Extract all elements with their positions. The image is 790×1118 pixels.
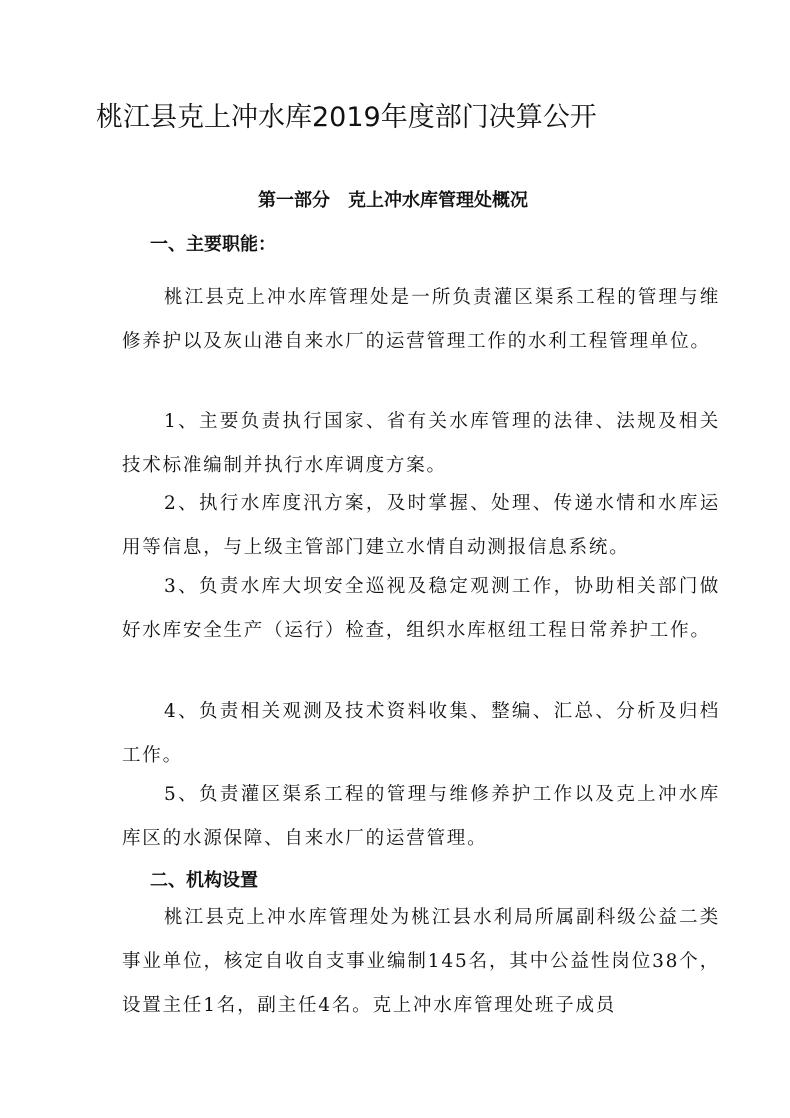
- section-organization-heading: 二、机构设置: [150, 870, 258, 891]
- main-functions-intro-paragraph: 桃江县克上冲水库管理处是一所负责灌区渠系工程的管理与维修养护以及灰山港自来水厂的运营管理工作的水利工程管理单位。: [122, 287, 720, 352]
- document-title: 桃江县克上冲水库2019年度部门决算公开: [96, 102, 597, 133]
- function-item-2: 2、执行水库度汛方案，及时掌握、处理、传递水情和水库运用等信息，与上级主管部门建立水情自动测报信息系统。: [122, 493, 720, 558]
- function-item-5: 5、负责灌区渠系工程的管理与维修养护工作以及克上冲水库库区的水源保障、自来水厂的运营管理。: [122, 784, 720, 849]
- function-item-3: 3、负责水库大坝安全巡视及稳定观测工作，协助相关部门做好水库安全生产（运行）检查，组织水库枢纽工程日常养护工作。: [122, 576, 720, 641]
- function-item-4: 4、负责相关观测及技术资料收集、整编、汇总、分析及归档工作。: [122, 701, 720, 766]
- section-main-functions-heading: 一、主要职能：: [150, 234, 276, 255]
- function-item-1: 1、主要负责执行国家、省有关水库管理的法律、法规及相关技术标准编制并执行水库调度方案。: [122, 411, 720, 476]
- organization-paragraph: 桃江县克上冲水库管理处为桃江县水利局所属副科级公益二类事业单位，核定自收自支事业编制145名，其中公益性岗位38个，设置主任1名，副主任4名。克上冲水库管理处班子成员: [122, 907, 720, 1016]
- part-one-heading: 第一部分 克上冲水库管理处概况: [258, 190, 528, 211]
